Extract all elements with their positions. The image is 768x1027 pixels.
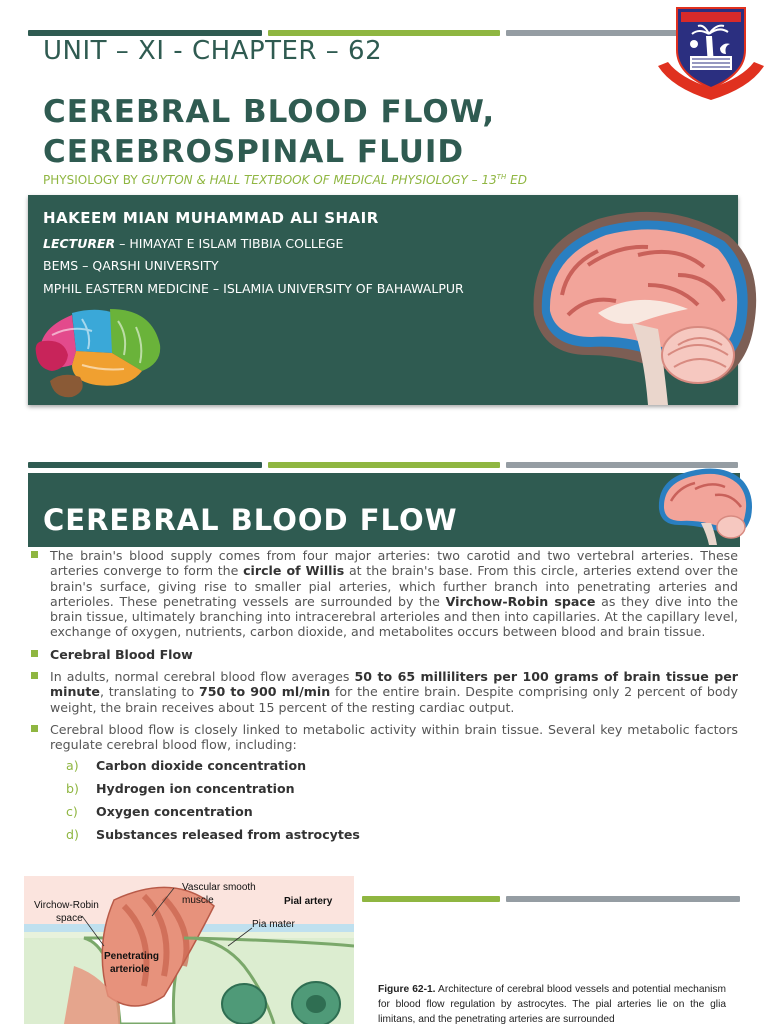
author-line-2: BEMS – QARSHI UNIVERSITY — [43, 258, 219, 273]
bullet-item — [30, 548, 738, 640]
bullet-item — [30, 647, 738, 662]
text-bold: circle of Willis — [243, 563, 345, 579]
bullet-square-icon — [31, 672, 38, 679]
factor-list — [66, 758, 738, 842]
caption-text: Architecture of cerebral blood vessels and potential mechanism for blood flow regulation by astrocytes. The pial arteries lie on the glia limitans, and the penetrating arteries are surrounded — [378, 984, 726, 1025]
text-bold: 50 to 65 milliliters per 100 grams of brain tissue per minute — [50, 669, 738, 700]
bullet-square-icon — [31, 725, 38, 732]
accent-bar-green-2 — [268, 462, 500, 468]
subtitle — [43, 173, 527, 187]
subtitle-suffix: ED — [506, 173, 527, 187]
brain-sagittal-illustration — [528, 205, 760, 405]
factor-text: Oxygen concentration — [96, 803, 253, 819]
text-bold: 750 to 900 ml/min — [198, 684, 331, 700]
author-role-rest: – HIMAYAT E ISLAM TIBBIA COLLEGE — [115, 236, 344, 251]
bullet-heading: Cerebral Blood Flow — [50, 646, 193, 662]
text-segment: , translating to — [99, 684, 199, 700]
factor-item — [66, 827, 738, 842]
brain-sagittal-small-illustration — [655, 465, 755, 545]
accent-bar-green-3 — [362, 896, 500, 902]
title-line-2: CEREBROSPINAL FLUID — [43, 134, 465, 170]
label-vascular-smooth: Vascular smooth — [182, 882, 256, 893]
subtitle-prefix: PHYSIOLOGY BY — [43, 173, 142, 187]
factor-item — [66, 804, 738, 819]
bullet-square-icon — [31, 551, 38, 558]
author-panel — [28, 195, 738, 405]
text-segment: Cerebral blood flow is closely linked to metabolic activity within brain tissue. Several key metabolic factors regulate cerebral blood flow, including: — [50, 721, 738, 753]
factor-text: Substances released from astrocytes — [96, 826, 360, 842]
figure-caption — [378, 982, 726, 1027]
label-pia-mater: Pia mater — [252, 919, 295, 930]
label-muscle: muscle — [182, 895, 214, 906]
caption-label: Figure 62-1. — [378, 984, 436, 995]
text-bold: Virchow-Robin space — [445, 593, 596, 609]
factor-text: Hydrogen ion concentration — [96, 780, 295, 796]
bullet-list — [30, 548, 738, 850]
author-role — [43, 236, 343, 251]
bullet-square-icon — [31, 650, 38, 657]
label-pial-artery: Pial artery — [284, 896, 333, 907]
brain-lobes-illustration — [32, 305, 164, 400]
college-crest-logo — [654, 4, 768, 104]
author-line-3: MPHIL EASTERN MEDICINE – ISLAMIA UNIVERSITY OF BAHAWALPUR — [43, 281, 464, 296]
factor-letter: b) — [66, 780, 79, 796]
factor-text: Carbon dioxide concentration — [96, 757, 307, 773]
bullet-item — [30, 669, 738, 715]
accent-bar-dark-2 — [28, 462, 262, 468]
label-virchow-robin: Virchow-Robin — [34, 900, 99, 911]
subtitle-sup: TH — [496, 173, 507, 181]
factor-letter: d) — [66, 826, 79, 842]
bullet-item — [30, 722, 738, 753]
text-segment: as they dive into the brain tissue, ultimately branching into intracerebral arterioles and then into capillaries. At the capillary level, exchange of oxygen, nutrients, carbon dioxide, and metabolites occurs between blood and brain tissue. — [50, 593, 739, 640]
text-segment: The brain's blood supply comes from four major arteries: two carotid and two vertebral arteries. These arteries converge to form the — [50, 548, 738, 579]
factor-item — [66, 758, 738, 773]
section-banner — [28, 473, 740, 547]
factor-letter: c) — [66, 803, 78, 819]
label-penetrating: Penetrating — [104, 951, 160, 962]
text-segment: for the entire brain. Despite comprising only 2 percent of body weight, the brain receives about 15 percent of the resting cardiac output. — [50, 684, 739, 715]
factor-letter: a) — [66, 757, 79, 773]
section-title: CEREBRAL BLOOD FLOW — [43, 503, 458, 537]
title-line-1: CEREBRAL BLOOD FLOW, — [43, 94, 496, 130]
author-role-label: LECTURER — [43, 236, 116, 251]
subtitle-book: GUYTON & HALL TEXTBOOK OF MEDICAL PHYSIOLOGY – 13 — [141, 173, 497, 187]
text-segment: at the brain's base. From this circle, arteries extend over the brain's surface, giving rise to smaller pial arteries, which further branch into penetrating arteries and arterioles. These penetrating vessels are surrounded by the — [50, 563, 738, 609]
accent-bar-gray-3 — [506, 896, 740, 902]
text-segment: In adults, normal cerebral blood flow averages — [50, 669, 355, 685]
author-name: HAKEEM MIAN MUHAMMAD ALI SHAIR — [43, 209, 379, 227]
label-space: space — [56, 913, 83, 924]
unit-heading: UNIT – XI - CHAPTER – 62 — [43, 36, 383, 66]
factor-item — [66, 781, 738, 796]
presentation-title — [43, 92, 495, 172]
figure-62-1 — [24, 876, 354, 1024]
label-arteriole: arteriole — [110, 964, 150, 975]
